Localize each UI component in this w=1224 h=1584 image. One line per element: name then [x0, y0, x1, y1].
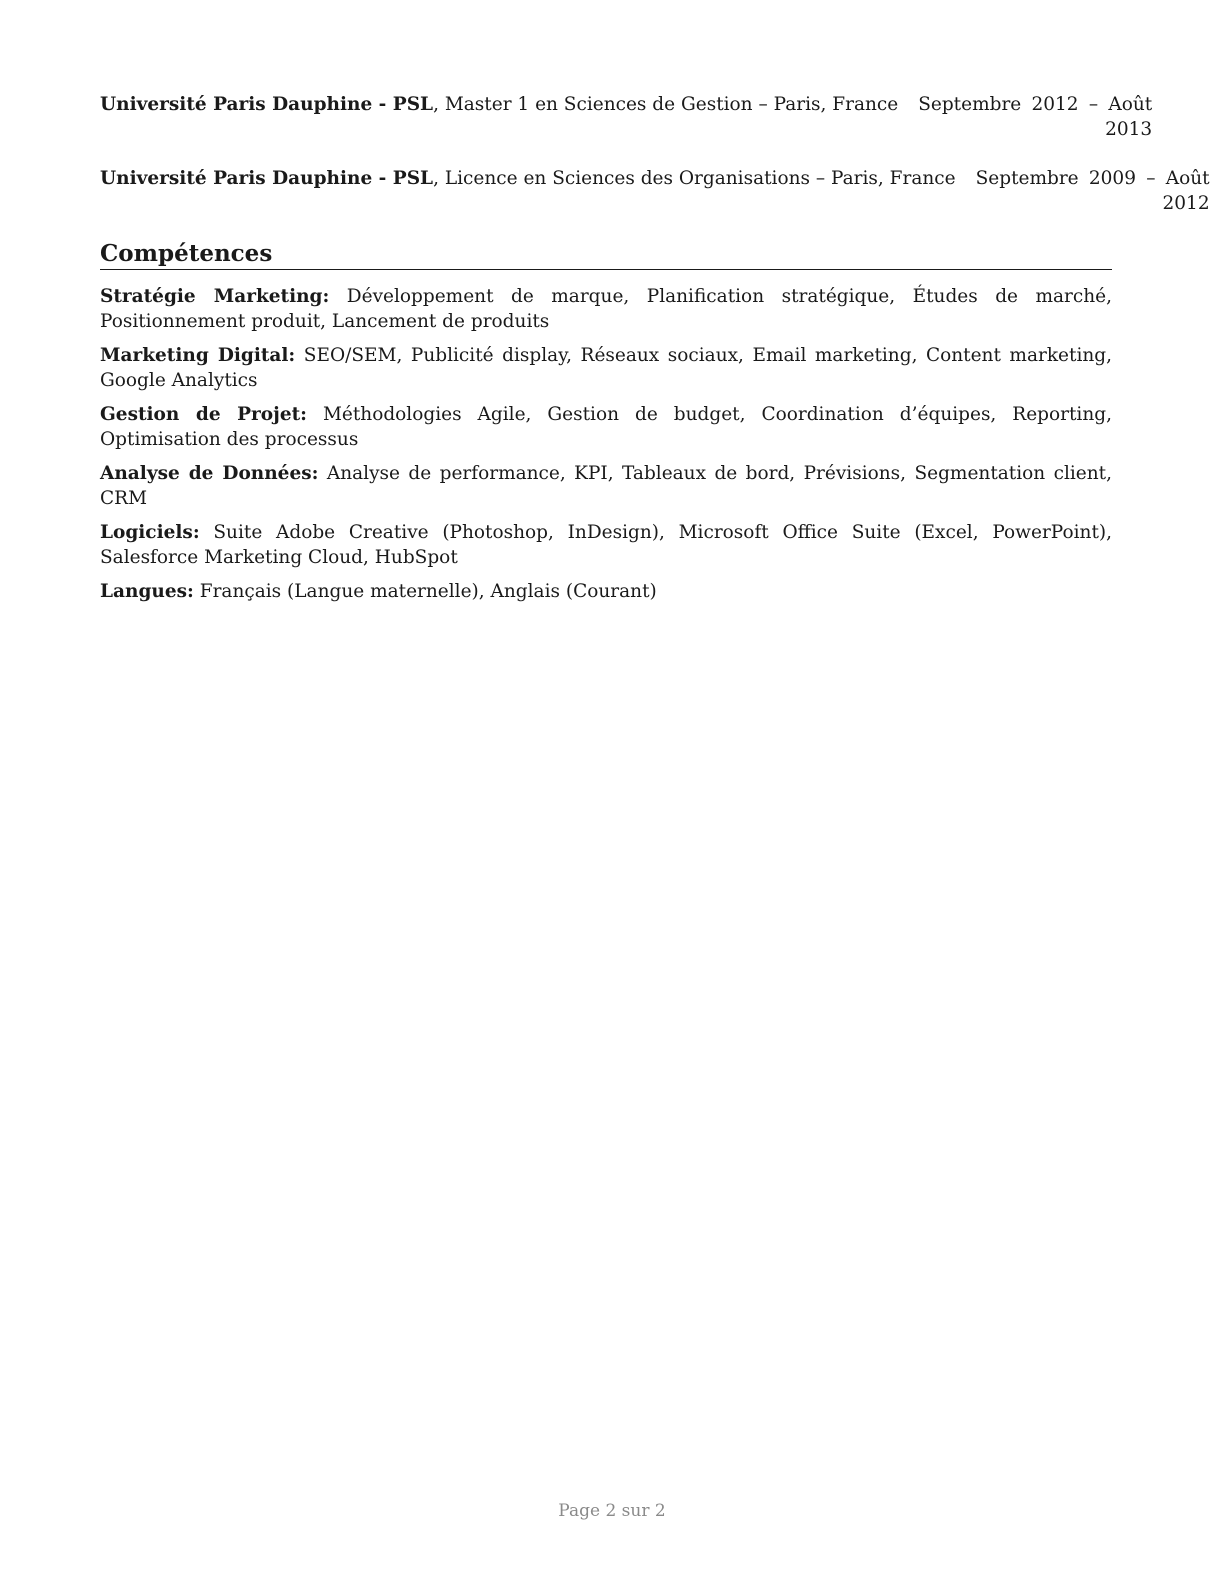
- section-title-competences: Compétences: [100, 240, 1112, 270]
- education-entry-licence: [100, 166, 1210, 216]
- skill-label: Analyse de Données:: [100, 463, 319, 484]
- skill-item-gestion-de-projet: [100, 402, 1112, 452]
- skill-text: Méthodologies Agile, Gestion de budget, Coordination d’équipes, Reporting, Optimisation des processus: [100, 404, 1112, 450]
- resume-page: [100, 92, 1210, 613]
- education-description: [100, 92, 898, 117]
- skill-item-logiciels: [100, 520, 1112, 570]
- skills-list: [100, 284, 1112, 604]
- start-month: Septembre: [975, 168, 1079, 189]
- end-year: 2012: [1162, 193, 1210, 214]
- end-month: Août: [1165, 168, 1210, 189]
- education-description: [100, 166, 956, 191]
- start-year: 2009: [1088, 168, 1136, 189]
- date-dash: –: [1146, 168, 1156, 189]
- skill-item-analyse-de-donnees: [100, 461, 1112, 511]
- skill-label: Logiciels:: [100, 522, 200, 543]
- skill-text: Français (Langue maternelle), Anglais (Courant): [193, 581, 657, 602]
- skill-text: SEO/SEM, Publicité display, Réseaux sociaux, Email marketing, Content marketing, Google Analytics: [100, 345, 1112, 391]
- start-year: 2012: [1031, 94, 1079, 115]
- skill-item-strategie-marketing: [100, 284, 1112, 334]
- institution-name: Université Paris Dauphine - PSL: [100, 168, 434, 189]
- education-dates: [976, 166, 1210, 216]
- end-year: 2013: [1105, 119, 1153, 140]
- start-month: Septembre: [918, 94, 1022, 115]
- skill-text: Développement de marque, Planification stratégique, Études de marché, Positionnement produit, Lancement de produits: [100, 286, 1113, 332]
- education-dates: [918, 92, 1152, 142]
- institution-name: Université Paris Dauphine - PSL: [100, 94, 434, 115]
- skill-text: Analyse de performance, KPI, Tableaux de bord, Prévisions, Segmentation client, CRM: [100, 463, 1112, 509]
- page-number: Page 2 sur 2: [558, 1501, 666, 1521]
- skill-label: Marketing Digital:: [100, 345, 296, 366]
- degree-detail: , Licence en Sciences des Organisations – Paris, France: [433, 168, 956, 189]
- degree-detail: , Master 1 en Sciences de Gestion – Paris, France: [433, 94, 899, 115]
- skill-label: Langues:: [100, 581, 194, 602]
- date-dash: –: [1088, 94, 1099, 115]
- skill-label: Stratégie Marketing:: [100, 286, 330, 307]
- skill-text: Suite Adobe Creative (Photoshop, InDesign), Microsoft Office Suite (Excel, PowerPoint), Salesforce Marketing Cloud, HubSpot: [100, 522, 1112, 568]
- skill-item-langues: [100, 579, 1112, 604]
- end-month: Août: [1108, 94, 1153, 115]
- skill-label: Gestion de Projet:: [100, 404, 307, 425]
- skill-item-marketing-digital: [100, 343, 1112, 393]
- education-entry-master: [100, 92, 1153, 142]
